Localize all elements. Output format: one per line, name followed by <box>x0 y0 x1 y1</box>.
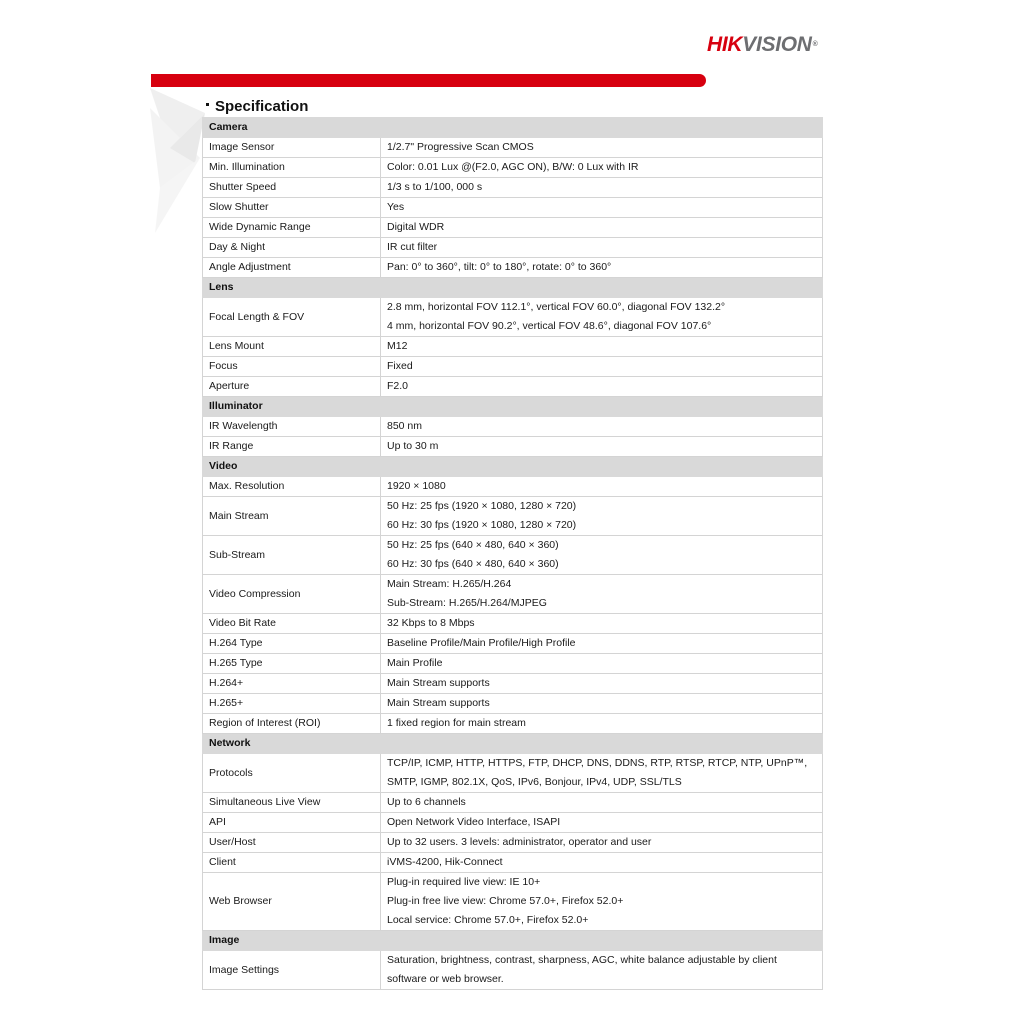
spec-label: Day & Night <box>203 238 381 258</box>
table-row <box>203 634 823 654</box>
spec-label: Lens Mount <box>203 337 381 357</box>
spec-value-line: Up to 32 users. 3 levels: administrator, operator and user <box>387 836 652 848</box>
table-row <box>203 298 823 337</box>
spec-value <box>381 714 823 734</box>
spec-label: Main Stream <box>203 497 381 536</box>
spec-label: Wide Dynamic Range <box>203 218 381 238</box>
spec-value-line: 1920 × 1080 <box>387 480 446 492</box>
spec-label: Max. Resolution <box>203 477 381 497</box>
spec-label: IR Wavelength <box>203 417 381 437</box>
spec-value-line: Main Stream supports <box>387 697 490 709</box>
spec-label: API <box>203 813 381 833</box>
spec-value <box>381 853 823 873</box>
spec-value-line: Fixed <box>387 360 413 372</box>
spec-label: User/Host <box>203 833 381 853</box>
spec-value-line: Up to 30 m <box>387 440 439 452</box>
group-title: Lens <box>203 278 823 298</box>
spec-label: Focal Length & FOV <box>203 298 381 337</box>
spec-value-line: Yes <box>387 201 405 213</box>
spec-label: Video Bit Rate <box>203 614 381 634</box>
spec-value <box>381 793 823 813</box>
spec-value <box>381 298 823 337</box>
spec-value <box>381 238 823 258</box>
table-row <box>203 258 823 278</box>
spec-label: Sub-Stream <box>203 536 381 575</box>
spec-value <box>381 614 823 634</box>
spec-label: Video Compression <box>203 575 381 614</box>
spec-label: H.264+ <box>203 674 381 694</box>
spec-value-line: 1 fixed region for main stream <box>387 717 526 729</box>
table-row <box>203 377 823 397</box>
spec-value-line: Main Stream supports <box>387 677 490 689</box>
spec-value <box>381 951 823 990</box>
spec-label: Client <box>203 853 381 873</box>
spec-label: Protocols <box>203 754 381 793</box>
table-row <box>203 357 823 377</box>
group-title: Image <box>203 931 823 951</box>
table-row <box>203 536 823 575</box>
table-row <box>203 674 823 694</box>
table-row <box>203 417 823 437</box>
spec-label: Shutter Speed <box>203 178 381 198</box>
spec-label: Angle Adjustment <box>203 258 381 278</box>
table-row <box>203 873 823 931</box>
spec-value-line: 4 mm, horizontal FOV 90.2°, vertical FOV 48.6°, diagonal FOV 107.6° <box>387 320 712 332</box>
section-title-text: Specification <box>215 98 309 115</box>
logo-hik: HIK <box>707 33 743 56</box>
group-header-lens <box>203 278 823 298</box>
spec-label: Min. Illumination <box>203 158 381 178</box>
group-header-camera <box>203 118 823 138</box>
group-header-image <box>203 931 823 951</box>
table-row <box>203 833 823 853</box>
logo-vision: VISION <box>742 33 812 56</box>
spec-value <box>381 138 823 158</box>
table-row <box>203 337 823 357</box>
spec-label: Web Browser <box>203 873 381 931</box>
watermark-graphic-icon <box>150 88 210 238</box>
spec-value-line: Main Profile <box>387 657 443 669</box>
spec-value <box>381 377 823 397</box>
table-row <box>203 575 823 614</box>
spec-value <box>381 833 823 853</box>
spec-value <box>381 417 823 437</box>
table-row <box>203 951 823 990</box>
table-row <box>203 654 823 674</box>
group-title: Camera <box>203 118 823 138</box>
spec-label: H.265 Type <box>203 654 381 674</box>
spec-value <box>381 178 823 198</box>
spec-value <box>381 158 823 178</box>
spec-label: Slow Shutter <box>203 198 381 218</box>
spec-value <box>381 198 823 218</box>
spec-value-line: Digital WDR <box>387 221 445 233</box>
table-row <box>203 238 823 258</box>
spec-value-line: Baseline Profile/Main Profile/High Profile <box>387 637 576 649</box>
spec-value <box>381 497 823 536</box>
spec-value <box>381 575 823 614</box>
logo-registered-mark: ® <box>812 41 818 48</box>
table-row <box>203 138 823 158</box>
spec-value-line: software or web browser. <box>387 973 504 985</box>
spec-value <box>381 357 823 377</box>
spec-value-line: M12 <box>387 340 408 352</box>
spec-value <box>381 754 823 793</box>
spec-value-line: Local service: Chrome 57.0+, Firefox 52.0+ <box>387 914 589 926</box>
spec-value-line: TCP/IP, ICMP, HTTP, HTTPS, FTP, DHCP, DNS, DDNS, RTP, RTSP, RTCP, NTP, UPnP™, <box>387 757 808 769</box>
table-row <box>203 714 823 734</box>
spec-label: H.265+ <box>203 694 381 714</box>
spec-label: Aperture <box>203 377 381 397</box>
spec-value-line: SMTP, IGMP, 802.1X, QoS, IPv6, Bonjour, IPv4, UDP, SSL/TLS <box>387 776 682 788</box>
table-row <box>203 754 823 793</box>
spec-value-line: Plug-in required live view: IE 10+ <box>387 876 541 888</box>
spec-value-line: Up to 6 channels <box>387 796 466 808</box>
spec-value-line: Main Stream: H.265/H.264 <box>387 578 512 590</box>
spec-value-line: 850 nm <box>387 420 423 432</box>
table-row <box>203 793 823 813</box>
spec-value-line: IR cut filter <box>387 241 438 253</box>
spec-value <box>381 654 823 674</box>
spec-value-line: 60 Hz: 30 fps (1920 × 1080, 1280 × 720) <box>387 519 577 531</box>
spec-label: H.264 Type <box>203 634 381 654</box>
table-row <box>203 497 823 536</box>
spec-label: Region of Interest (ROI) <box>203 714 381 734</box>
spec-value <box>381 694 823 714</box>
spec-value-line: 1/3 s to 1/100, 000 s <box>387 181 483 193</box>
group-header-network <box>203 734 823 754</box>
table-row <box>203 694 823 714</box>
specification-table <box>202 117 823 990</box>
spec-value <box>381 813 823 833</box>
spec-value-line: F2.0 <box>387 380 409 392</box>
spec-label: Focus <box>203 357 381 377</box>
spec-value-line: Color: 0.01 Lux @(F2.0, AGC ON), B/W: 0 Lux with IR <box>387 161 639 173</box>
spec-value-line: 60 Hz: 30 fps (640 × 480, 640 × 360) <box>387 558 559 570</box>
spec-value-line: Saturation, brightness, contrast, sharpness, AGC, white balance adjustable by client <box>387 954 777 966</box>
spec-value-line: 50 Hz: 25 fps (1920 × 1080, 1280 × 720) <box>387 500 577 512</box>
group-title: Video <box>203 457 823 477</box>
spec-value-line: Pan: 0° to 360°, tilt: 0° to 180°, rotate: 0° to 360° <box>387 261 612 273</box>
table-row <box>203 437 823 457</box>
table-row <box>203 198 823 218</box>
bullet-icon <box>206 103 209 106</box>
spec-value <box>381 634 823 654</box>
spec-value <box>381 477 823 497</box>
group-title: Illuminator <box>203 397 823 417</box>
spec-value-line: 32 Kbps to 8 Mbps <box>387 617 475 629</box>
spec-value-line: Sub-Stream: H.265/H.264/MJPEG <box>387 597 547 609</box>
spec-value-line: iVMS-4200, Hik-Connect <box>387 856 503 868</box>
spec-label: Image Settings <box>203 951 381 990</box>
spec-value <box>381 437 823 457</box>
table-row <box>203 614 823 634</box>
group-title: Network <box>203 734 823 754</box>
spec-label: Image Sensor <box>203 138 381 158</box>
table-row <box>203 218 823 238</box>
table-row <box>203 853 823 873</box>
table-row <box>203 477 823 497</box>
spec-label: IR Range <box>203 437 381 457</box>
table-row <box>203 158 823 178</box>
spec-value-line: 50 Hz: 25 fps (640 × 480, 640 × 360) <box>387 539 559 551</box>
spec-value-line: Plug-in free live view: Chrome 57.0+, Firefox 52.0+ <box>387 895 624 907</box>
spec-value <box>381 536 823 575</box>
spec-value <box>381 873 823 931</box>
hikvision-logo <box>707 33 818 57</box>
spec-value <box>381 258 823 278</box>
spec-value-line: Open Network Video Interface, ISAPI <box>387 816 561 828</box>
table-row <box>203 813 823 833</box>
table-row <box>203 178 823 198</box>
header-red-bar <box>151 74 706 87</box>
spec-value <box>381 218 823 238</box>
spec-value <box>381 337 823 357</box>
spec-value <box>381 674 823 694</box>
section-title <box>206 97 308 117</box>
group-header-illuminator <box>203 397 823 417</box>
spec-value-line: 1/2.7" Progressive Scan CMOS <box>387 141 534 153</box>
spec-value-line: 2.8 mm, horizontal FOV 112.1°, vertical FOV 60.0°, diagonal FOV 132.2° <box>387 301 726 313</box>
group-header-video <box>203 457 823 477</box>
spec-label: Simultaneous Live View <box>203 793 381 813</box>
